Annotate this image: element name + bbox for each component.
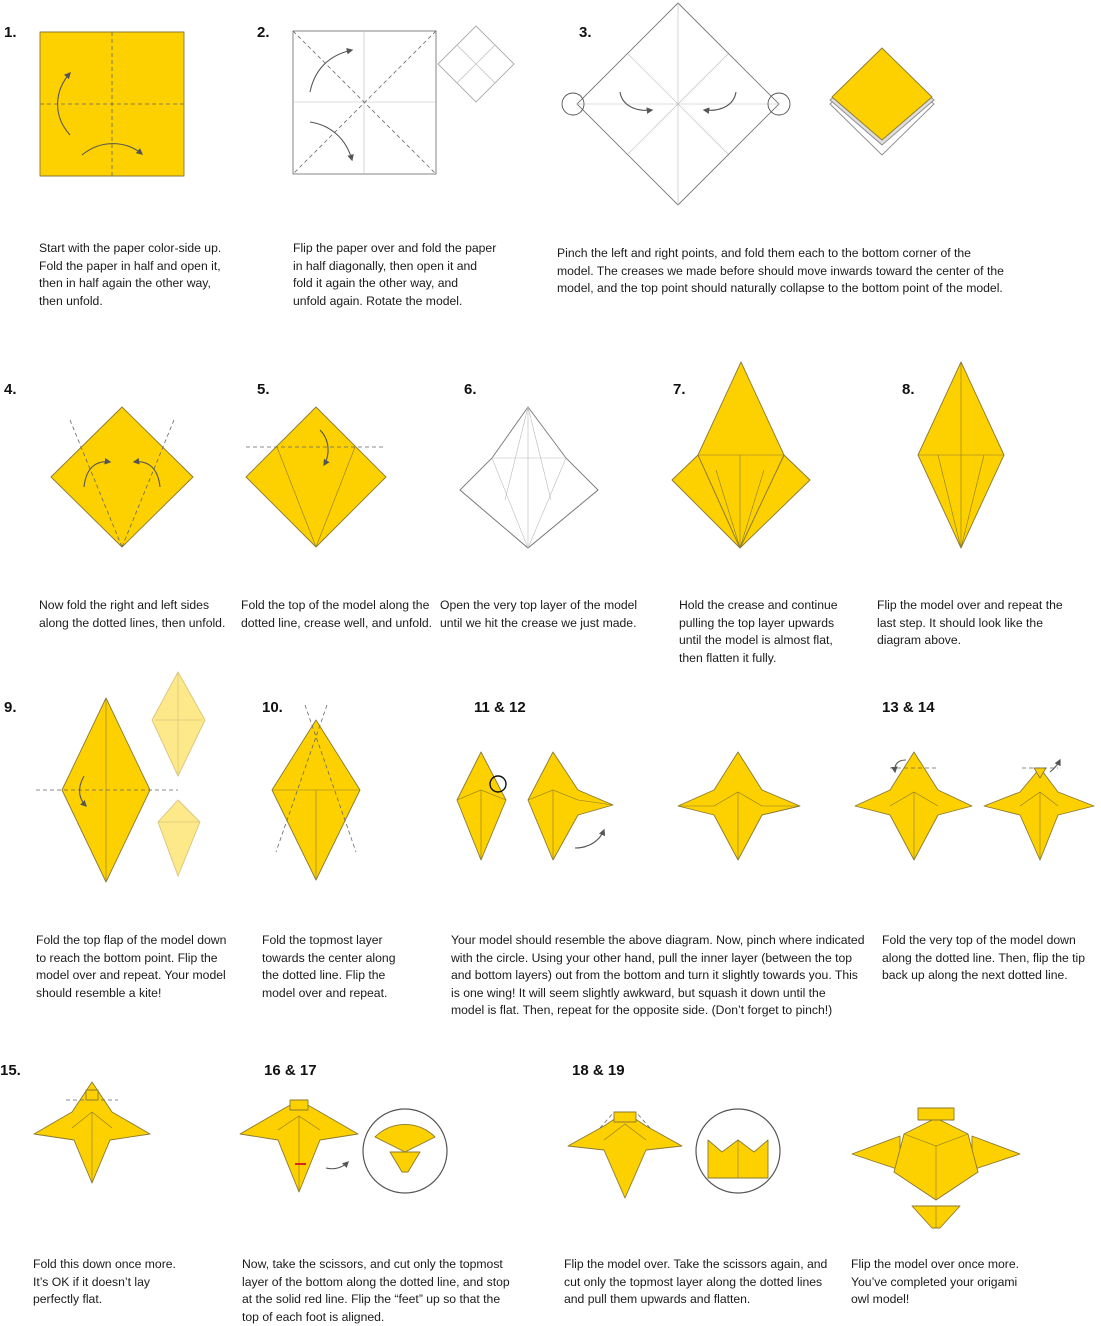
step-10-number: 10. xyxy=(262,699,283,716)
step-9-text: Fold the top flap of the model down to reach the bottom point. Flip the model over and repeat. Your model should resemble a kite! xyxy=(36,933,227,1000)
step-3-figure xyxy=(562,3,934,205)
step-15-figure xyxy=(34,1082,150,1183)
step-15-number: 15. xyxy=(0,1062,21,1079)
step-10-figure xyxy=(272,705,360,880)
step-11-12-text: Your model should resemble the above diagram. Now, pinch where indicated with the circle. Using your other hand, pull the inner layer (between the top and bottom layers) out from the bottom and turn it slightly towards you. This is one wing! It will seem slightly awkward, but squash it down until the model is flat. Then, repeat for the opposite side. (Don’t forget to pinch!) xyxy=(451,933,865,1017)
step-4-number: 4. xyxy=(4,381,17,398)
step-7-number: 7. xyxy=(673,381,686,398)
step-1-figure xyxy=(40,32,184,176)
step-4-figure xyxy=(51,407,193,547)
step-16-17-figure xyxy=(240,1100,447,1193)
step-5-text: Fold the top of the model along the dotted line, crease well, and unfold. xyxy=(241,598,433,630)
step-11-12-number: 11 & 12 xyxy=(474,699,526,716)
step-10-text: Fold the topmost layer towards the center along the dotted line. Flip the model over and repeat. xyxy=(262,933,396,1000)
step-16-17-number: 16 & 17 xyxy=(264,1062,317,1079)
step-4-text: Now fold the right and left sides along the dotted lines, then unfold. xyxy=(39,598,226,630)
step-13-14-number: 13 & 14 xyxy=(882,699,935,716)
step-9-figure xyxy=(36,672,205,882)
step-15-text: Fold this down once more. It’s OK if it doesn’t lay perfectly flat. xyxy=(33,1257,176,1306)
step-8-text: Flip the model over and repeat the last step. It should look like the diagram above. xyxy=(877,598,1063,647)
step-18-19-text: Flip the model over. Take the scissors again, and cut only the topmost layer along the dotted lines and pull them upwards and flatten. xyxy=(564,1257,828,1306)
step-1-text: Start with the paper color-side up. Fold the paper in half and open it, then in half again the other way, then unfold. xyxy=(39,241,222,308)
step-6-figure xyxy=(460,407,598,548)
step-1-number: 1. xyxy=(4,24,17,41)
step-8-number: 8. xyxy=(902,381,915,398)
step-2-number: 2. xyxy=(257,24,270,41)
step-8-figure xyxy=(918,362,1004,548)
step-7-figure xyxy=(672,362,810,548)
step-11-12-figure xyxy=(457,752,800,860)
step-16-17-text: Now, take the scissors, and cut only the topmost layer of the bottom along the dotted line, and stop at the solid red line. Flip the “feet” up so that the top of each foot is aligned. xyxy=(242,1257,510,1324)
step-6-number: 6. xyxy=(464,381,477,398)
step-2-text: Flip the paper over and fold the paper in half diagonally, then open it and fold it again the other way, and unfold again. Rotate the model. xyxy=(293,241,497,308)
step-9-number: 9. xyxy=(4,699,17,716)
step-18-19-figure xyxy=(568,1109,780,1198)
step-6-text: Open the very top layer of the model until we hit the crease we just made. xyxy=(440,598,638,630)
step-18-19-number: 18 & 19 xyxy=(572,1062,625,1079)
step-3-text: Pinch the left and right points, and fold them each to the bottom corner of the model. The creases we made before should move inwards toward the center of the model, and the top point should naturally collapse to the bottom point of the model. xyxy=(557,246,1004,295)
step-2-figure xyxy=(293,26,514,174)
step-5-number: 5. xyxy=(257,381,270,398)
final-owl-figure xyxy=(852,1108,1020,1228)
step-13-14-text: Fold the very top of the model down along the dotted line. Then, flip the tip back up along the next dotted line. xyxy=(882,933,1086,982)
step-5-figure xyxy=(246,407,386,547)
step-3-number: 3. xyxy=(579,24,592,41)
step-7-text: Hold the crease and continue pulling the top layer upwards until the model is almost flat, then flatten it fully. xyxy=(679,598,838,665)
step-20-text: Flip the model over once more. You’ve completed your origami owl model! xyxy=(851,1257,1019,1306)
step-13-14-figure xyxy=(855,752,1094,860)
